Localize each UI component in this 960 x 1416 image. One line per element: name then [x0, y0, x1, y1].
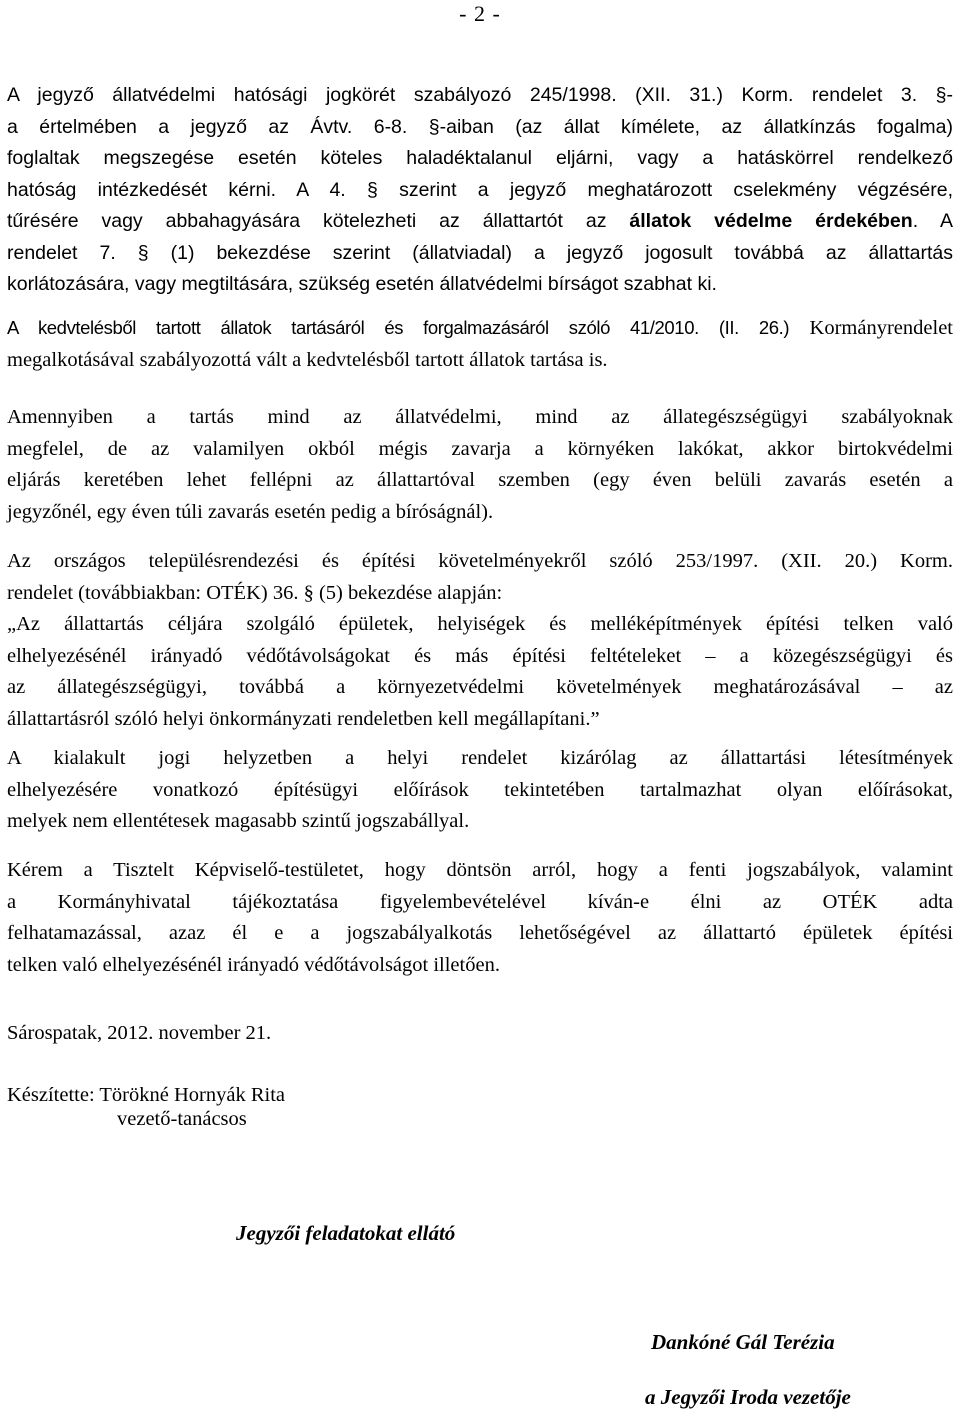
paragraph-pet-regulation — [7, 312, 953, 376]
paragraph-line: felhatamazással, azaz él e a jogszabályalkotás lehetőségével az állattartó épületek építési — [7, 922, 953, 944]
paragraph-line: rendelet (továbbiakban: OTÉK) 36. § (5) bekezdése alapján: — [7, 581, 503, 604]
text-run: Kormányrendelet — [789, 317, 953, 339]
paragraph-line — [7, 312, 953, 345]
paragraph-request — [7, 855, 953, 981]
paragraph-line: Az országos településrendezési és építési követelményekről szóló 253/1997. (XII. 20.) Korm. — [7, 550, 953, 572]
quote-line: állattartásról szóló helyi önkormányzati rendeletben kell megállapítani.” — [7, 707, 600, 730]
paragraph-line: rendelet 7. § (1) bekezdése szerint (állatviadal) a jegyző jogosult továbbá az állattartás — [7, 241, 953, 264]
paragraph-line — [7, 206, 953, 238]
paragraph-line: a értelmében a jegyző az Ávtv. 6-8. §-aiban (az állat kímélete, az állatkínzás fogalma) — [7, 115, 953, 138]
paragraph-line: melyek nem ellentétesek magasabb szintű jogszabállyal. — [7, 810, 470, 832]
bold-phrase: állatok védelme érdekében — [629, 210, 913, 232]
signature-title: a Jegyzői Iroda vezetője — [645, 1385, 851, 1409]
paragraph-line: jegyzőnél, egy éven túli zavarás esetén pedig a bíróságnál). — [7, 500, 494, 523]
text-run: tűrésére vagy abbahagyására kötelezheti az állattartót az — [7, 210, 630, 232]
paragraph-otek-quote — [7, 546, 953, 735]
paragraph-line: megalkotásával szabályozottá vált a kedvtelésből tartott állatok tartása is. — [7, 348, 608, 371]
paragraph-line: a Kormányhivatal tájékoztatása figyelembevételével kíván-e élni az OTÉK adta — [7, 890, 953, 913]
paragraph-line: Kérem a Tisztelt Képviselő-testületet, hogy döntsön arról, hogy a fenti jogszabályok, valamint — [7, 859, 953, 881]
text-run: A kedvtelésből tartott állatok tartásáról és forgalmazásáról szóló 41/2010. (II. 26.) — [7, 317, 790, 338]
prepared-title: vezető-tanácsos — [117, 1108, 247, 1130]
place-date: Sárospatak, 2012. november 21. — [7, 1022, 272, 1044]
quote-line: elhelyezésénél irányadó védőtávolságokat és más építési feltételeket – a közegészségügyi és — [7, 644, 953, 667]
paragraph-legal-situation — [7, 743, 953, 838]
paragraph-possession-protection — [7, 402, 953, 528]
signature-name: Dankóné Gál Terézia — [651, 1330, 835, 1354]
paragraph-animal-protection-authority — [7, 80, 953, 301]
paragraph-line: Amennyiben a tartás mind az állatvédelmi, mind az állategészségügyi szabályoknak — [7, 406, 953, 428]
page-number: - 2 - — [459, 1, 501, 26]
signature-role: Jegyzői feladatokat ellátó — [236, 1221, 456, 1245]
paragraph-line: A kialakult jogi helyzetben a helyi rendelet kizárólag az állattartási létesítmények — [7, 747, 953, 769]
paragraph-line: A jegyző állatvédelmi hatósági jogkörét szabályozó 245/1998. (XII. 31.) Korm. rendelet 3. §- — [7, 84, 953, 106]
prepared-by: Készítette: Törökné Hornyák Rita — [7, 1084, 286, 1106]
paragraph-line: telken való elhelyezésénél irányadó védőtávolságot illetően. — [7, 953, 500, 976]
paragraph-line: elhelyezésére vonatkozó építésügyi előírások tekintetében tartalmazhat olyan előírásokat, — [7, 778, 953, 801]
paragraph-line: megfelel, de az valamilyen okból mégis zavarja a környéken lakókat, akkor birtokvédelmi — [7, 437, 953, 460]
paragraph-line: foglaltak megszegése esetén köteles haladéktalanul eljárni, vagy a hatáskörrel rendelkező — [7, 147, 953, 169]
paragraph-line: eljárás keretében lehet fellépni az állattartóval szemben (egy éven belüli zavarás esetén a — [7, 469, 953, 491]
paragraph-line: hatóság intézkedését kérni. A 4. § szerint a jegyző meghatározott cselekmény végzésére, — [7, 178, 953, 201]
quote-line: „Az állattartás céljára szolgáló épületek, helyiségek és melléképítmények építési telken való — [7, 613, 953, 635]
paragraph-line: korlátozására, vagy megtiltására, szükség esetén állatvédelmi bírságot szabhat ki. — [7, 273, 717, 295]
quote-line: az állategészségügyi, továbbá a környezetvédelmi követelmények meghatározásával – az — [7, 676, 953, 698]
text-run: . A — [912, 210, 953, 232]
